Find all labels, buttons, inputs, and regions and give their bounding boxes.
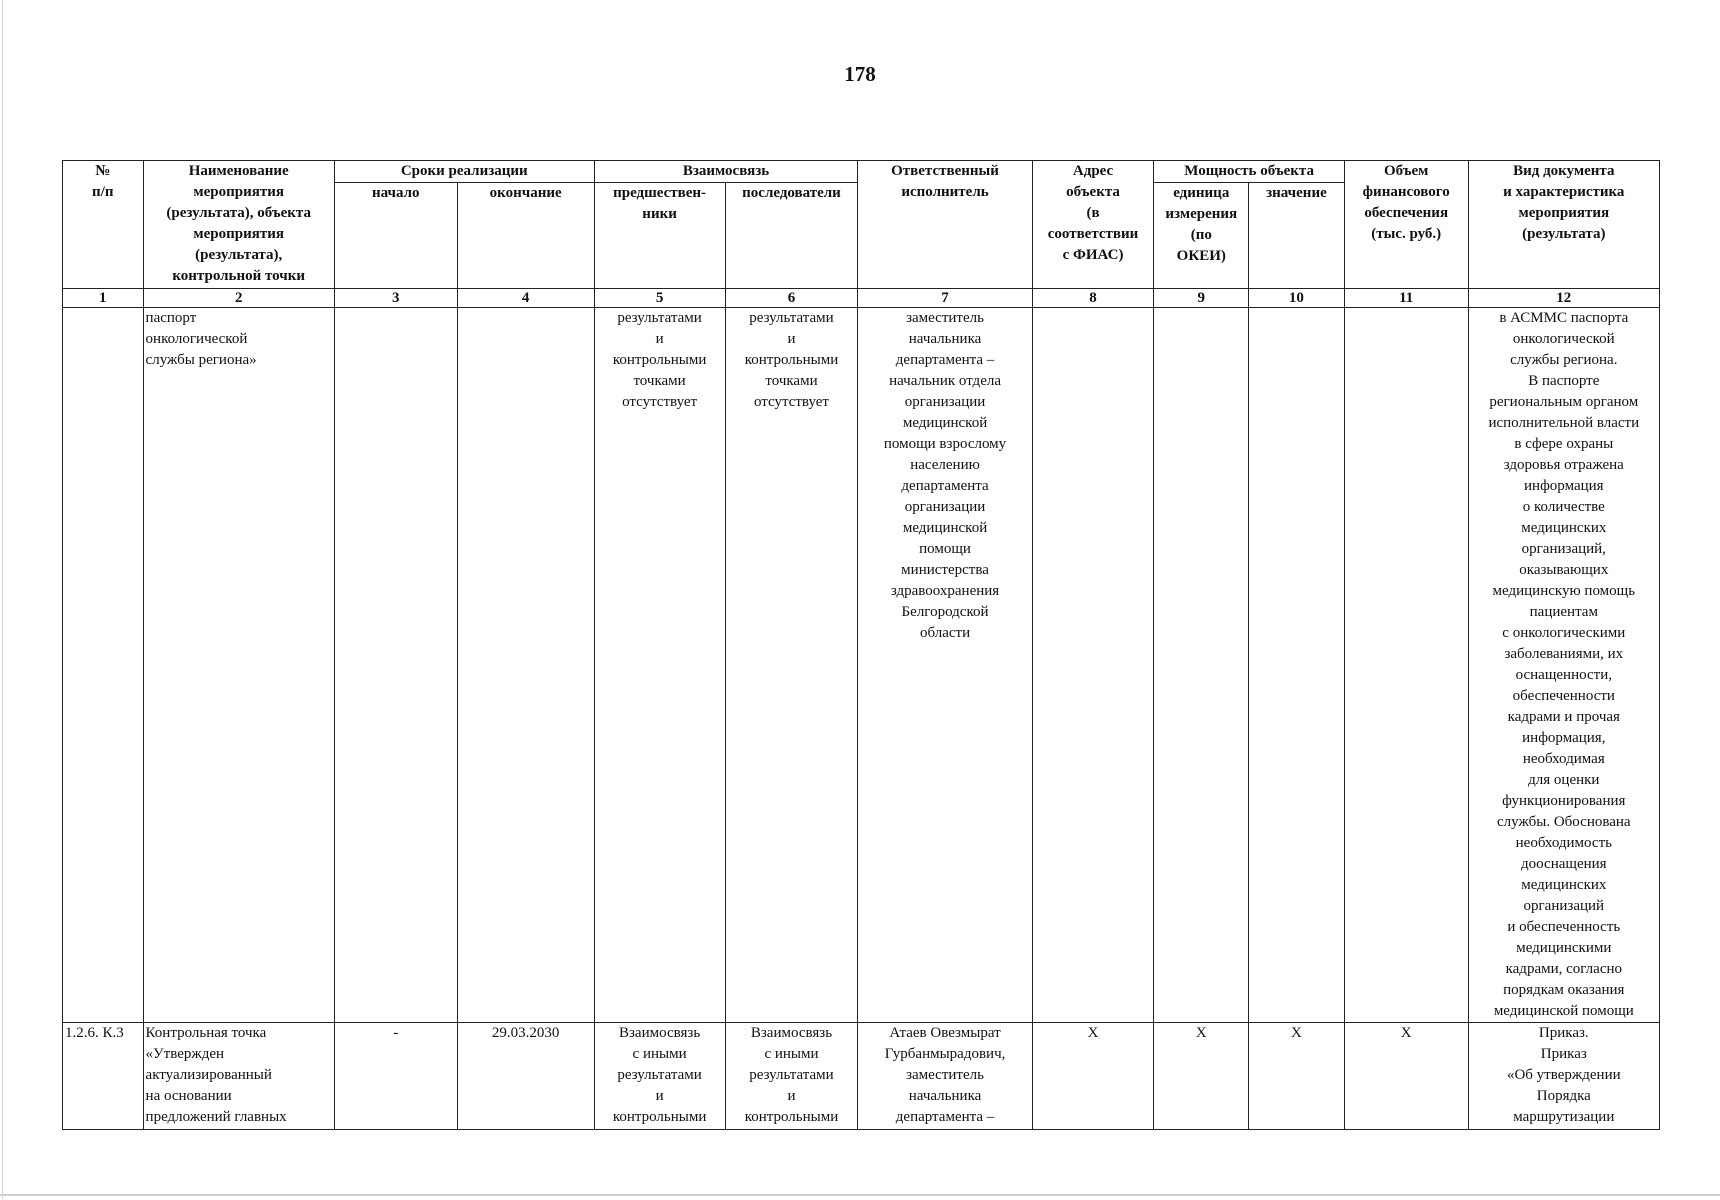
header-unit: единица измерения (по ОКЕИ) [1154, 183, 1249, 289]
header-start: начало [334, 183, 457, 289]
header-end: окончание [457, 183, 594, 289]
cell-finance: Х [1344, 1023, 1468, 1130]
cell-number: 1.2.6. К.3 [63, 1023, 144, 1130]
header-value: значение [1249, 183, 1345, 289]
column-number: 3 [334, 289, 457, 308]
cell-document: Приказ. Приказ «Об утверждении Порядка маршрутизации [1468, 1023, 1659, 1130]
column-number-row [63, 289, 1660, 308]
header-name: Наименование мероприятия (результата), объекта мероприятия (результата), контрольной точки [143, 161, 334, 289]
cell-start [334, 308, 457, 1023]
cell-end [457, 308, 594, 1023]
cell-unit: Х [1154, 1023, 1249, 1130]
header-predecessors: предшествен- ники [594, 183, 725, 289]
cell-unit [1154, 308, 1249, 1023]
column-number: 7 [858, 289, 1032, 308]
cell-start: - [334, 1023, 457, 1130]
page-number: 178 [844, 62, 876, 86]
table-row [63, 1023, 1660, 1130]
header-responsible: Ответственный исполнитель [858, 161, 1032, 289]
column-number: 12 [1468, 289, 1659, 308]
cell-value [1249, 308, 1345, 1023]
header-power-group: Мощность объекта [1154, 161, 1344, 183]
cell-name: Контрольная точка «Утвержден актуализированный на основании предложений главных [143, 1023, 334, 1130]
cell-number [63, 308, 144, 1023]
cell-address: Х [1032, 1023, 1154, 1130]
column-number: 9 [1154, 289, 1249, 308]
cell-predecessors: результатами и контрольными точками отсутствует [594, 308, 725, 1023]
header-terms-group: Сроки реализации [334, 161, 594, 183]
header-row-1 [63, 161, 1660, 183]
column-number: 11 [1344, 289, 1468, 308]
cell-name: паспорт онкологической службы региона» [143, 308, 334, 1023]
plan-table [62, 160, 1660, 1130]
column-number: 10 [1249, 289, 1345, 308]
cell-document: в АСММС паспорта онкологической службы региона. В паспорте региональным органом исполнительной власти в сфере охраны здоровья отражена информация о количестве медицинских организаций, оказывающих медицинскую помощь пациентам с онкологическими заболеваниями, их оснащенности, обеспеченности кадрами и прочая информация, необходимая для оценки функционирования службы. Обоснована необходимость дооснащения медицинских организаций и обеспеченность медицинскими кадрами, согласно порядкам оказания медицинской помощи [1468, 308, 1659, 1023]
header-address: Адрес объекта (в соответствии с ФИАС) [1032, 161, 1154, 289]
column-number: 4 [457, 289, 594, 308]
column-number: 6 [725, 289, 858, 308]
column-number: 5 [594, 289, 725, 308]
cell-finance [1344, 308, 1468, 1023]
table-row [63, 308, 1660, 1023]
header-link-group: Взаимосвязь [594, 161, 858, 183]
cell-successors: результатами и контрольными точками отсутствует [725, 308, 858, 1023]
cell-responsible: заместитель начальника департамента – начальник отдела организации медицинской помощи взрослому населению департамента организации медицинской помощи министерства здравоохранения Белгородской области [858, 308, 1032, 1023]
header-finance: Объем финансового обеспечения (тыс. руб.) [1344, 161, 1468, 289]
header-number: № п/п [63, 161, 144, 289]
cell-value: Х [1249, 1023, 1345, 1130]
cell-end: 29.03.2030 [457, 1023, 594, 1130]
scan-bottom-edge [0, 1194, 1720, 1196]
column-number: 1 [63, 289, 144, 308]
cell-predecessors: Взаимосвязь с иными результатами и контрольными [594, 1023, 725, 1130]
cell-successors: Взаимосвязь с иными результатами и контрольными [725, 1023, 858, 1130]
scan-edge-line [2, 0, 3, 1200]
column-number: 2 [143, 289, 334, 308]
header-document: Вид документа и характеристика мероприятия (результата) [1468, 161, 1659, 289]
column-number: 8 [1032, 289, 1154, 308]
cell-address [1032, 308, 1154, 1023]
cell-responsible: Атаев Овезмырат Гурбанмырадович, заместитель начальника департамента – [858, 1023, 1032, 1130]
header-successors: последователи [725, 183, 858, 289]
